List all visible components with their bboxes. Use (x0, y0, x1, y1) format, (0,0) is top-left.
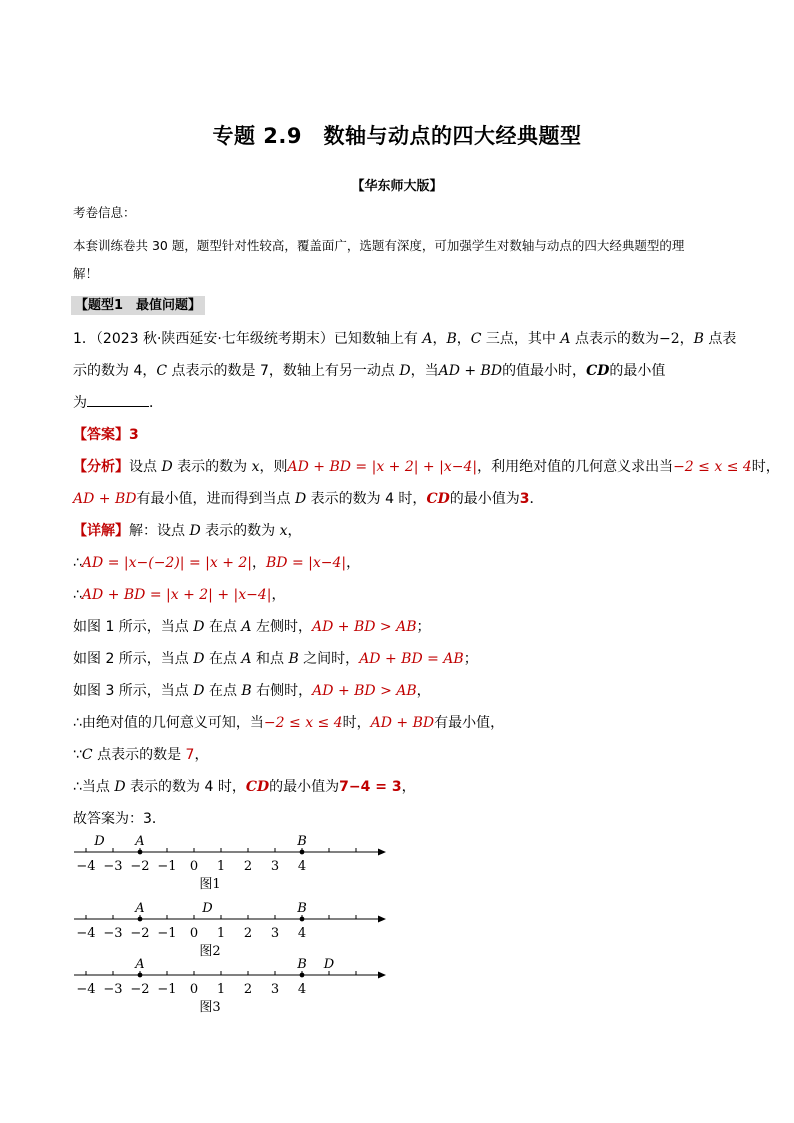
detail-line-6: 如图 3 所示，当点 D 在点 B 右侧时，AD + BD > AB， (73, 683, 431, 699)
tick-label: −1 (157, 926, 177, 941)
arrow-icon (378, 849, 386, 856)
detail-line-7: ∴由绝对值的几何意义可知，当−2 ≤ x ≤ 4时，AD + BD有最小值， (73, 715, 505, 731)
tick-label: 4 (297, 982, 307, 997)
arrow-icon (378, 916, 386, 923)
detail-line-8: ∵C 点表示的数是 7， (73, 747, 209, 763)
detail-line-2: ∴AD = |x−(−2)| = |x + 2|，BD = |x−4|， (73, 555, 361, 571)
tick-label: 2 (243, 926, 253, 941)
intro-line-1: 本套训练卷共 30 题，题型针对性较高，覆盖面广，选题有深度，可加强学生对数轴与动点的四大经典题型的理 (73, 238, 685, 253)
tick-label: 0 (189, 982, 199, 997)
tick-label: 3 (270, 982, 280, 997)
tick-label: 3 (270, 859, 280, 874)
tick-label: −2 (130, 859, 150, 874)
point-label: A (135, 957, 145, 972)
tick-label: −1 (157, 859, 177, 874)
tick-label: 4 (297, 926, 307, 941)
tick-label: −2 (130, 926, 150, 941)
section-tag: 【题型1 最值问题】 (71, 296, 205, 315)
point-label: B (297, 957, 307, 972)
tick-label: −3 (103, 982, 123, 997)
answer-blank (87, 394, 149, 407)
point-label: D (94, 834, 105, 849)
tick-label: −4 (76, 926, 96, 941)
point-dot (138, 850, 143, 855)
tick-label: −3 (103, 859, 123, 874)
point-label: A (135, 834, 145, 849)
tick-label: 0 (189, 926, 199, 941)
page-title: 专题 2.9 数轴与动点的四大经典题型 (212, 124, 582, 148)
point-label: B (297, 901, 307, 916)
tick-label: 1 (216, 859, 226, 874)
point-dot (300, 917, 305, 922)
point-dot (138, 917, 143, 922)
detail-line-5: 如图 2 所示，当点 D 在点 A 和点 B 之间时，AD + BD = AB； (73, 651, 478, 667)
detail-line-9: ∴当点 D 表示的数为 4 时，CD的最小值为7−4 = 3， (73, 779, 416, 795)
question-line-3: 为 ． (73, 395, 163, 411)
point-dot (300, 850, 305, 855)
detail-line-10: 故答案为：3． (73, 811, 166, 827)
point-dot (300, 973, 305, 978)
info-label: 考卷信息： (73, 205, 136, 220)
number-line-figures (0, 825, 420, 1020)
intro-line-2: 解！ (73, 266, 99, 281)
tick-label: −1 (157, 982, 177, 997)
figure-caption: 图1 (199, 877, 221, 892)
tick-label: 1 (216, 926, 226, 941)
tick-label: 3 (270, 926, 280, 941)
tick-label: 2 (243, 859, 253, 874)
detail-line-1: 【详解】解：设点 D 表示的数为 x， (73, 523, 302, 539)
tick-label: −2 (130, 982, 150, 997)
tick-label: −3 (103, 926, 123, 941)
tick-label: 1 (216, 982, 226, 997)
tick-label: 2 (243, 982, 253, 997)
point-label: D (202, 901, 213, 916)
analysis-line-1: 【分析】设点 D 表示的数为 x，则AD + BD = |x + 2| + |x−4|，利用绝对值的几何意义求出当−2 ≤ x ≤ 4时， (73, 459, 780, 475)
tick-label: −4 (76, 859, 96, 874)
point-label: D (323, 957, 335, 972)
tick-label: 0 (189, 859, 199, 874)
point-dot (138, 973, 143, 978)
point-label: A (135, 901, 145, 916)
question-line-2: 示的数为 4，C 点表示的数是 7，数轴上有另一动点 D，当AD + BD的值最小时，CD的最小值 (73, 363, 666, 379)
detail-line-3: ∴AD + BD = |x + 2| + |x−4|， (73, 587, 286, 603)
answer-line: 【答案】3 (73, 427, 139, 443)
tick-label: 4 (297, 859, 307, 874)
point-label: B (297, 834, 307, 849)
detail-line-4: 如图 1 所示，当点 D 在点 A 左侧时，AD + BD > AB； (73, 619, 431, 635)
figure-caption: 图3 (199, 1000, 221, 1015)
analysis-line-2: AD + BD有最小值，进而得到当点 D 表示的数为 4 时，CD的最小值为3． (73, 491, 544, 507)
arrow-icon (378, 972, 386, 979)
question-line-1: 1．（2023 秋·陕西延安·七年级统考期末）已知数轴上有 A，B，C 三点，其中 A 点表示的数为−2，B 点表 (73, 331, 737, 347)
figure-caption: 图2 (199, 944, 221, 959)
edition-label: 【华东师大版】 (351, 179, 443, 194)
tick-label: −4 (76, 982, 96, 997)
